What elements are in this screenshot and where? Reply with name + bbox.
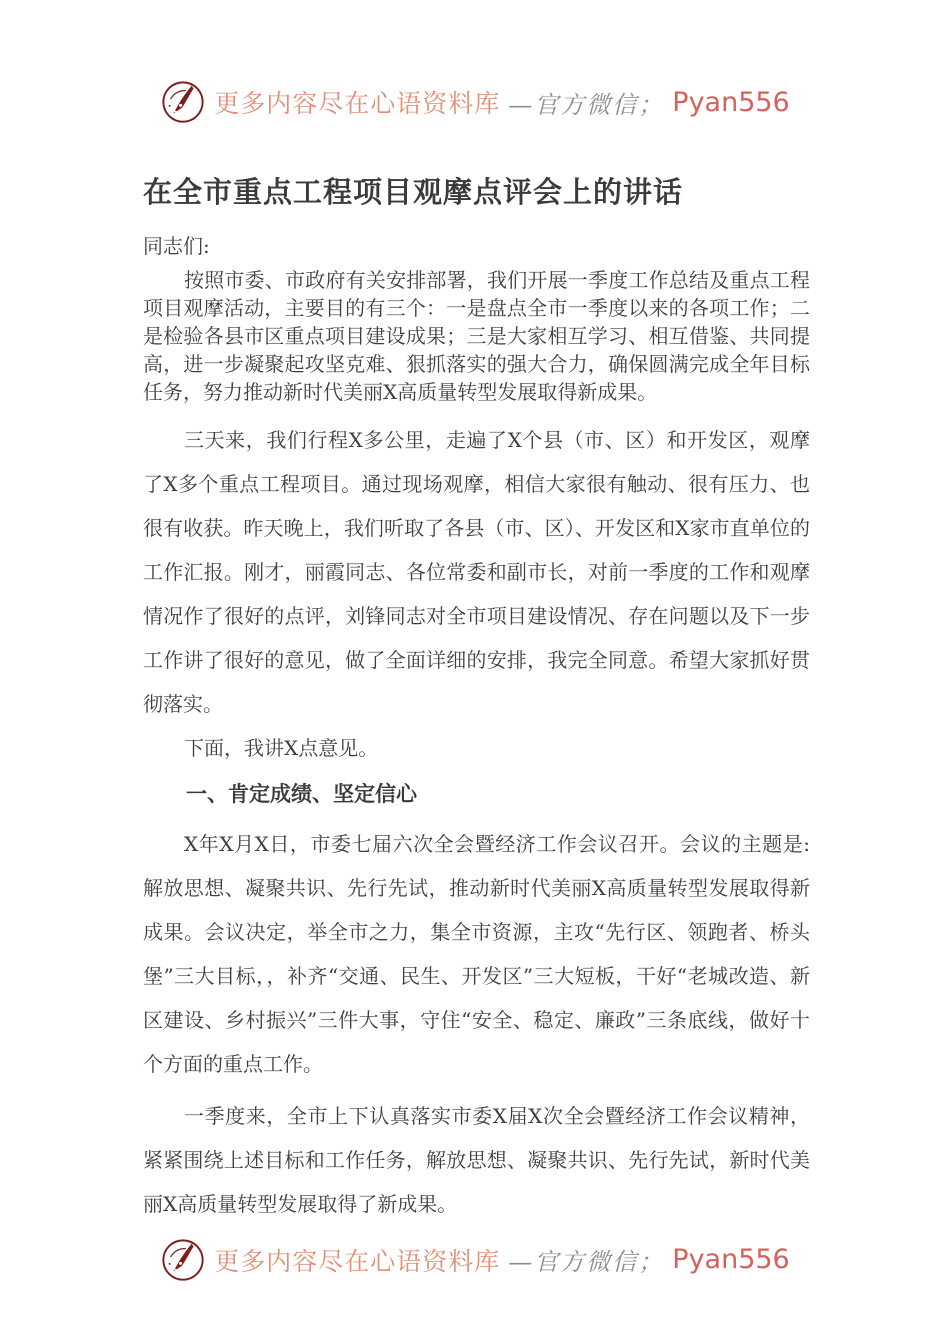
document-title: 在全市重点工程项目观摩点评会上的讲话	[143, 175, 684, 209]
banner-wechat-id: Pyan556	[672, 1244, 790, 1276]
banner-site-text: 更多内容尽在心语资料库	[214, 1246, 501, 1276]
document-content	[0, 128, 950, 1234]
pen-emblem-icon	[160, 1237, 206, 1283]
banner-wechat-label	[508, 85, 664, 120]
banner-separator: —	[508, 1248, 535, 1277]
pen-emblem-icon	[160, 79, 206, 125]
paragraph: 按照市委、市政府有关安排部署，我们开展一季度工作总结及重点工程项目观摩活动，主要目的有三个：一是盘点全市一季度以来的各项工作；二是检验各县市区重点项目建设成果；三是大家相互学习、相互借鉴、共同提高，进一步凝聚起攻坚克难、狠抓落实的强大合力，确保圆满完成全年目标任务，努力推动新时代美丽X高质量转型发展取得新成果。	[143, 267, 810, 404]
banner-site-text: 更多内容尽在心语资料库	[214, 89, 501, 118]
paragraph: X年X月X日，市委七届六次全会暨经济工作会议召开。会议的主题是:解放思想、凝聚共识、先行先试，推动新时代美丽X高质量转型发展取得新成果。会议决定，举全市之力，集全市资源，主攻“先行区、领跑者、桥头堡”三大目标，，补齐“交通、民生、开发区”三大短板，干好“老城改造、新区建设、乡村振兴”三件大事，守住“安全、稳定、廉政”三条底线，做好十个方面的重点工作。	[143, 831, 810, 1076]
salutation: 同志们:	[143, 233, 210, 258]
paragraph: 三天来，我们行程X多公里，走遍了X个县（市、区）和开发区，观摩了X多个重点工程项目。通过现场观摩，相信大家很有触动、很有压力、也很有收获。昨天晚上，我们听取了各县（市、区）、开发区和X家市直单位的工作汇报。刚才，丽霞同志、各位常委和副市长，对前一季度的工作和观摩情况作了很好的点评，刘锋同志对全市项目建设情况、存在问题以及下一步工作讲了很好的意见，做了全面详细的安排，我完全同意。希望大家抓好贯彻落实。	[143, 427, 810, 716]
header-banner	[0, 76, 950, 128]
section-heading: 一、肯定成绩、坚定信心	[186, 781, 418, 806]
paragraph: 下面，我讲X点意见。	[184, 735, 379, 760]
footer-banner	[0, 1234, 950, 1286]
banner-wechat-text: 官方微信；	[534, 90, 665, 119]
banner-wechat-id: Pyan556	[672, 86, 790, 118]
banner-wechat-text: 官方微信；	[534, 1248, 665, 1277]
banner-wechat-label	[508, 1242, 664, 1277]
paragraph: 一季度来，全市上下认真落实市委X届X次全会暨经济工作会议精神，紧紧围绕上述目标和工作任务，解放思想、凝聚共识、先行先试，新时代美丽X高质量转型发展取得了新成果。	[143, 1103, 810, 1216]
document-body	[143, 232, 810, 1226]
banner-separator: —	[508, 90, 535, 119]
